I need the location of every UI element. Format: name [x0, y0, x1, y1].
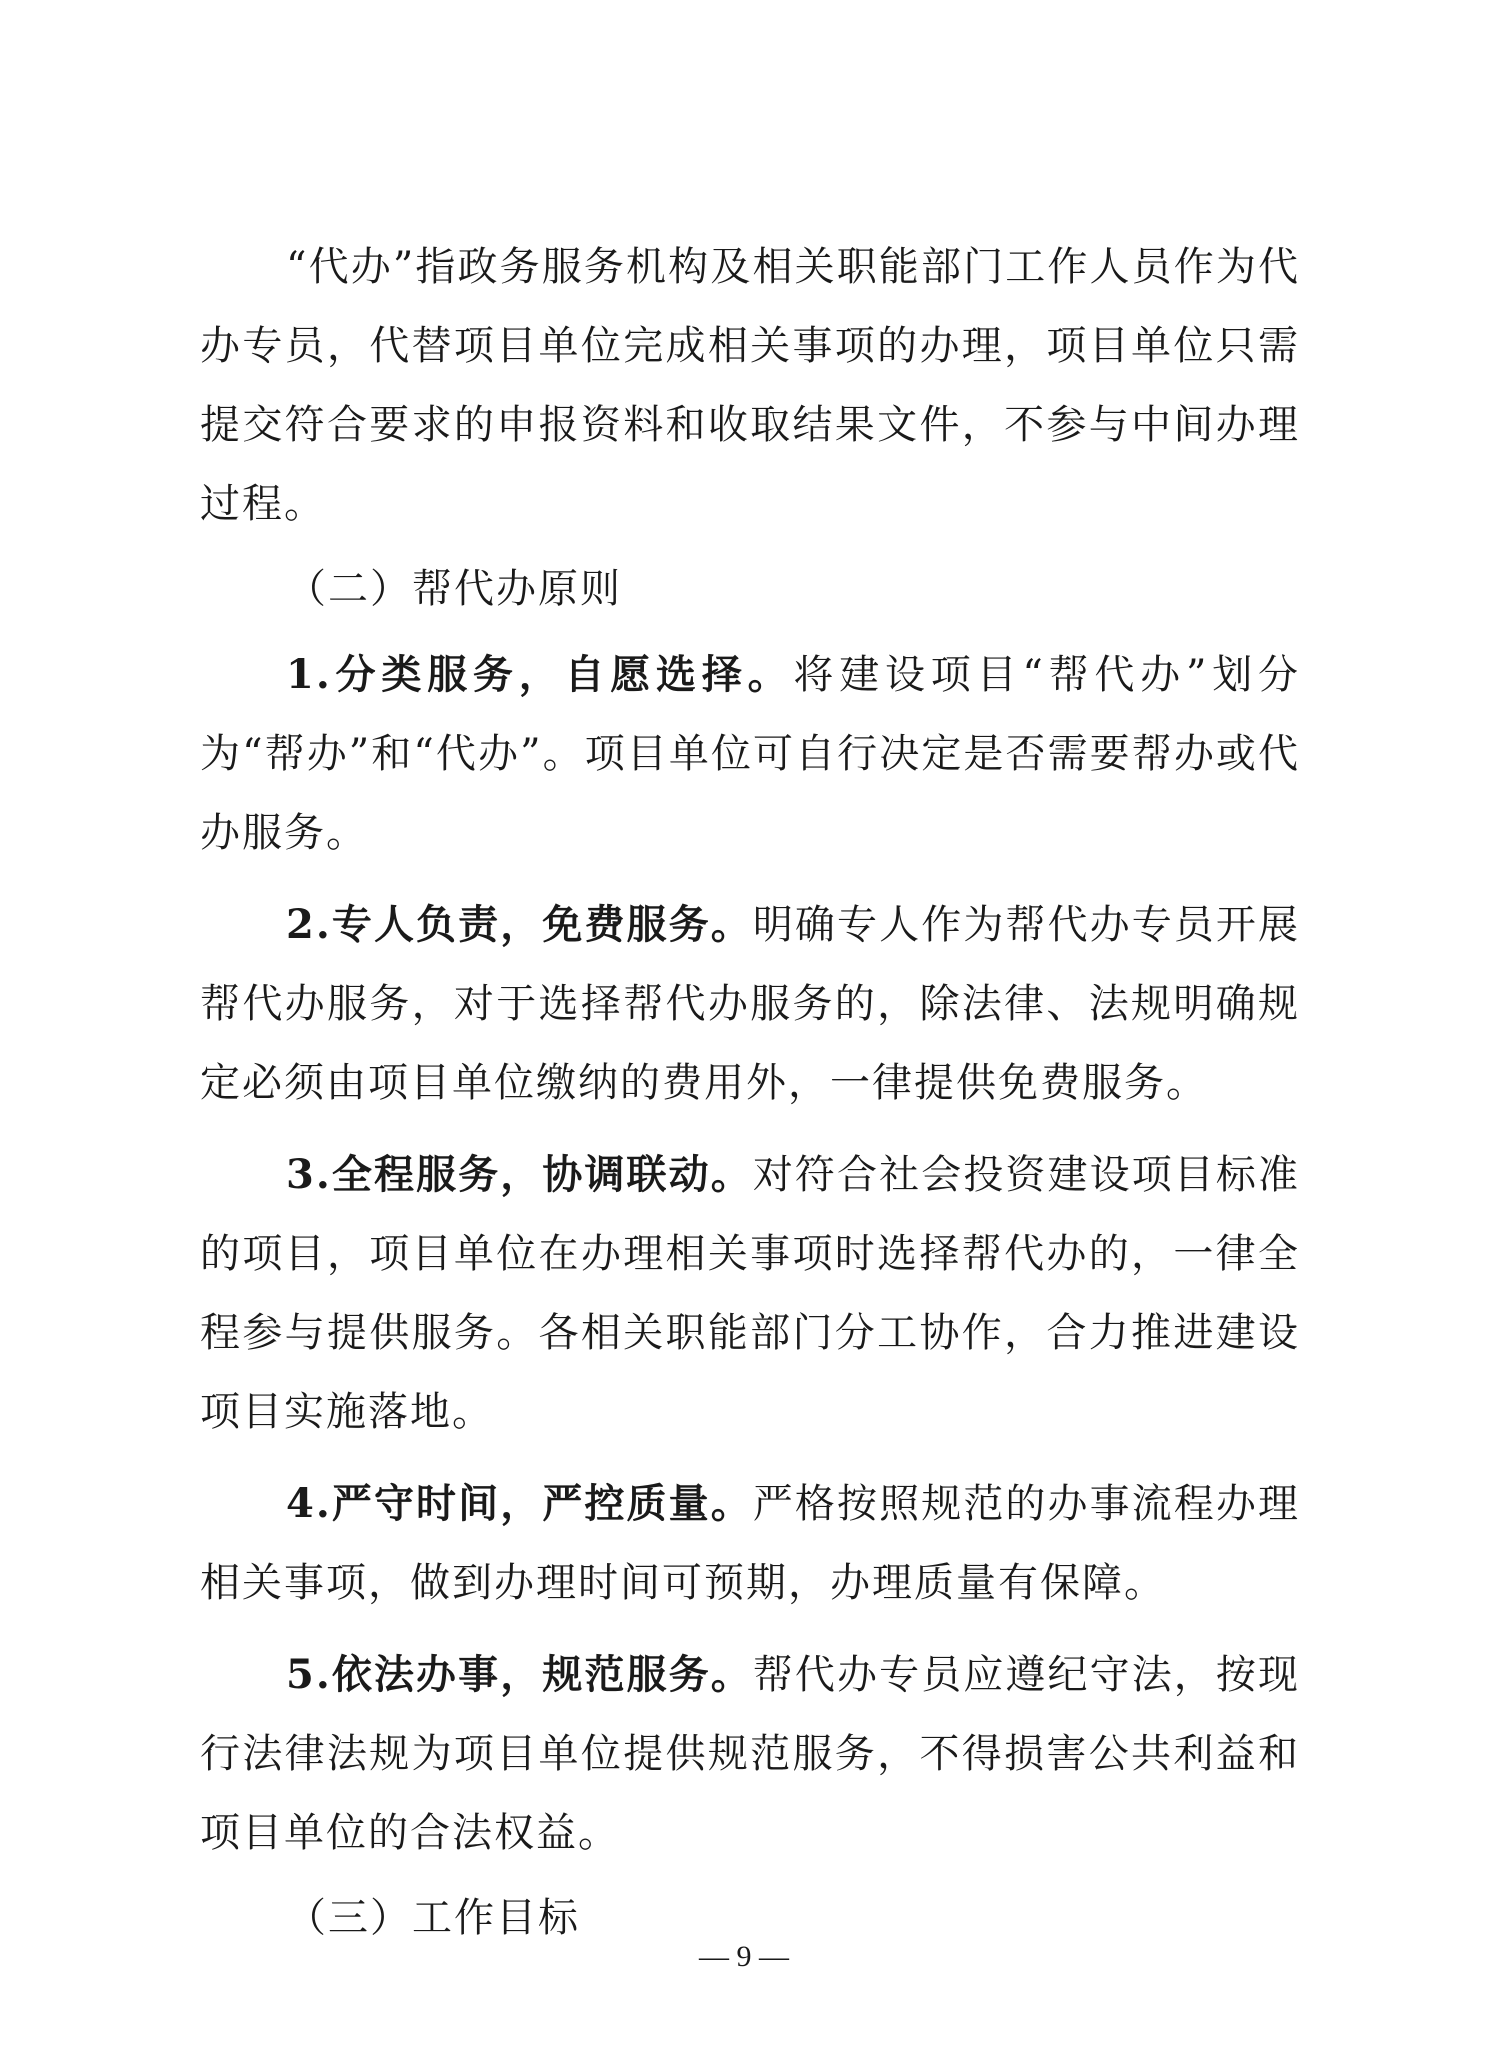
principle-item-5	[200, 1635, 1300, 1873]
principle-title-2: 2.专人负责，免费服务。	[286, 901, 753, 948]
principle-title-3: 3.全程服务，协调联动。	[286, 1151, 753, 1198]
principle-title-1: 1.分类服务，自愿选择。	[286, 651, 794, 698]
document-body	[200, 228, 1300, 1958]
principle-item-3	[200, 1135, 1300, 1452]
principle-title-5: 5.依法办事，规范服务。	[286, 1651, 753, 1698]
page-number: — 9 —	[699, 1940, 789, 1973]
principle-item-1	[200, 635, 1300, 873]
principle-item-2	[200, 885, 1300, 1123]
principle-item-4	[200, 1464, 1300, 1623]
principle-body-1: 将建设项目“帮代办”划分为“帮办”和“代办”。项目单位可自行决定是否需要帮办或代办服务。	[200, 652, 1300, 856]
principle-body-5: 帮代办专员应遵纪守法，按现行法律法规为项目单位提供规范服务，不得损害公共利益和项目单位的合法权益。	[200, 1652, 1300, 1856]
section-heading-principles: （二）帮代办原则	[286, 566, 622, 612]
principle-body-3: 对符合社会投资建设项目标准的项目，项目单位在办理相关事项时选择帮代办的，一律全程参与提供服务。各相关职能部门分工协作，合力推进建设项目实施落地。	[200, 1152, 1300, 1435]
principle-body-2: 明确专人作为帮代办专员开展帮代办服务，对于选择帮代办服务的，除法律、法规明确规定必须由项目单位缴纳的费用外，一律提供免费服务。	[200, 902, 1300, 1106]
principle-body-4: 严格按照规范的办事流程办理相关事项，做到办理时间可预期，办理质量有保障。	[200, 1481, 1300, 1606]
principle-title-4: 4.严守时间，严控质量。	[286, 1480, 753, 1527]
section-heading-goals: （三）工作目标	[286, 1895, 580, 1941]
intro-paragraph: “代办”指政务服务机构及相关职能部门工作人员作为代办专员，代替项目单位完成相关事项的办理，项目单位只需提交符合要求的申报资料和收取结果文件，不参与中间办理过程。	[200, 244, 1300, 527]
